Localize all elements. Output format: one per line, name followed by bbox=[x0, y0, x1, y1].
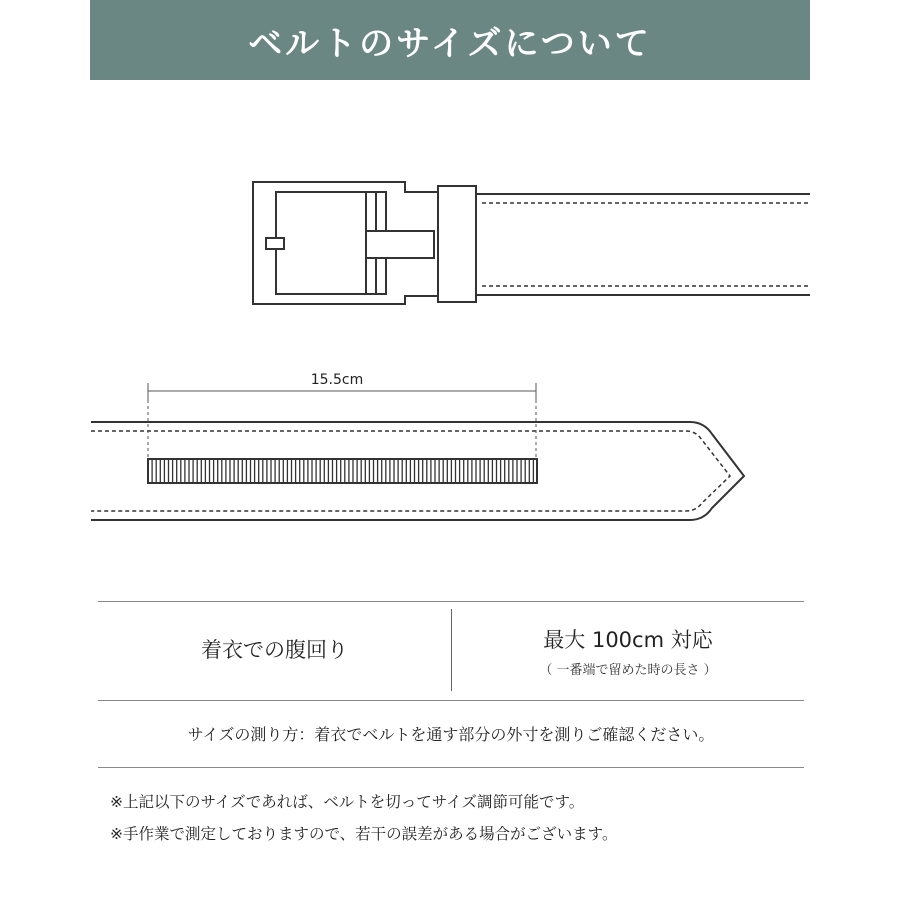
dimension-label: 15.5cm bbox=[310, 372, 364, 388]
waist-label: 着衣での腹回り bbox=[201, 638, 348, 662]
buckle-illustration bbox=[253, 182, 810, 304]
hole-area bbox=[148, 459, 537, 483]
belt-keeper bbox=[438, 186, 476, 302]
table-top-border bbox=[98, 601, 804, 602]
strap-stitching-upper bbox=[482, 203, 808, 286]
measure-instruction: サイズの測り方：着衣でベルトを通す部分の外寸を測りご確認ください。 bbox=[187, 725, 715, 744]
max-size-label: 最大 100cm 対応 bbox=[543, 628, 713, 652]
max-size-note: （ 一番端で留めた時の長さ ） bbox=[539, 663, 717, 678]
belt-strap-upper bbox=[476, 194, 810, 295]
buckle-clip bbox=[266, 238, 284, 249]
buckle-prong bbox=[366, 231, 434, 258]
footnote-tolerance: ※手作業で測定しておりますので、若干の誤差がある場合がございます。 bbox=[110, 825, 618, 843]
strap-illustration bbox=[91, 422, 744, 520]
footnote-adjust: ※上記以下のサイズであれば、ベルトを切ってサイズ調節可能です。 bbox=[110, 793, 585, 811]
page-title: ベルトのサイズについて bbox=[248, 23, 652, 64]
table-bottom-border bbox=[98, 767, 804, 768]
hole-hatching bbox=[152, 459, 533, 483]
table-middle-border bbox=[98, 700, 804, 701]
